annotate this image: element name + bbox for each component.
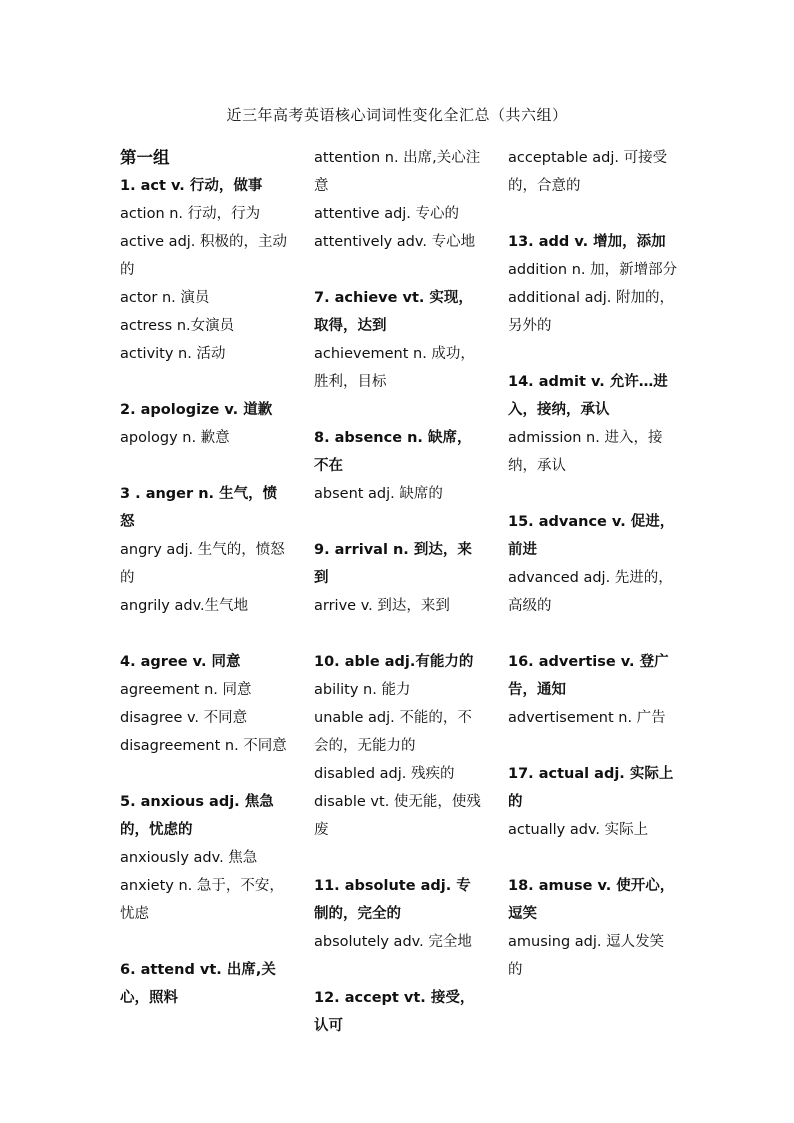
column-3 xyxy=(508,144,678,984)
entry-derivative: disabled adj. 残疾的 xyxy=(314,766,455,782)
entry-derivative: attention n. 出席,关心注意 xyxy=(314,150,481,194)
column-1 xyxy=(120,144,290,1012)
entry-derivative: advertisement n. 广告 xyxy=(508,710,666,726)
entry-derivative: angrily adv.生气地 xyxy=(120,598,249,614)
entry-headword: 11. absolute adj. 专制的，完全的 xyxy=(314,878,471,922)
entry-headword: 15. advance v. 促进，前进 xyxy=(508,514,675,558)
entry-derivative: action n. 行动，行为 xyxy=(120,206,261,222)
entry-derivative: apology n. 歉意 xyxy=(120,430,230,446)
entry-derivative: disagreement n. 不同意 xyxy=(120,738,287,754)
spacer xyxy=(508,844,678,872)
group-heading: 第一组 xyxy=(120,148,170,167)
entry-headword: 16. advertise v. 登广告，通知 xyxy=(508,654,669,698)
entry-headword: 4. agree v. 同意 xyxy=(120,654,241,670)
entry-derivative: advanced adj. 先进的，高级的 xyxy=(508,570,673,614)
spacer xyxy=(508,732,678,760)
spacer xyxy=(508,200,678,228)
spacer xyxy=(314,956,484,984)
entry-headword: 7. achieve vt. 实现，取得，达到 xyxy=(314,290,473,334)
entry-derivative: actually adv. 实际上 xyxy=(508,822,649,838)
entry-derivative: active adj. 积极的，主动的 xyxy=(120,234,288,278)
entry-derivative: additional adj. 附加的，另外的 xyxy=(508,290,674,334)
spacer xyxy=(120,928,290,956)
entry-derivative: absent adj. 缺席的 xyxy=(314,486,443,502)
entry-headword: 14. admit v. 允许…进入，接纳，承认 xyxy=(508,374,668,418)
spacer xyxy=(120,368,290,396)
column-2 xyxy=(314,144,484,1040)
entry-derivative: attentive adj. 专心的 xyxy=(314,206,460,222)
entry-headword: 18. amuse v. 使开心，逗笑 xyxy=(508,878,675,922)
spacer xyxy=(120,620,290,648)
entry-derivative: acceptable adj. 可接受的，合意的 xyxy=(508,150,668,194)
entry-headword: 17. actual adj. 实际上的 xyxy=(508,766,674,810)
spacer xyxy=(508,480,678,508)
entry-headword: 2. apologize v. 道歉 xyxy=(120,402,273,418)
entry-derivative: achievement n. 成功，胜利，目标 xyxy=(314,346,475,390)
entry-derivative: absolutely adv. 完全地 xyxy=(314,934,472,950)
entry-headword: 10. able adj.有能力的 xyxy=(314,654,474,670)
page-title: 近三年高考英语核心词词性变化全汇总（共六组） xyxy=(226,106,568,124)
spacer xyxy=(508,340,678,368)
spacer xyxy=(314,844,484,872)
spacer xyxy=(120,452,290,480)
entry-derivative: anxiously adv. 焦急 xyxy=(120,850,258,866)
spacer xyxy=(120,760,290,788)
entry-headword: 8. absence n. 缺席，不在 xyxy=(314,430,472,474)
spacer xyxy=(314,620,484,648)
spacer xyxy=(314,256,484,284)
entry-derivative: ability n. 能力 xyxy=(314,682,411,698)
entry-headword: 1. act v. 行动，做事 xyxy=(120,178,263,194)
entry-headword: 5. anxious adj. 焦急的，忧虑的 xyxy=(120,794,274,838)
entry-headword: 9. arrival n. 到达，来到 xyxy=(314,542,472,586)
entry-headword: 3 . anger n. 生气，愤怒 xyxy=(120,486,278,530)
entry-headword: 13. add v. 增加，添加 xyxy=(508,234,666,250)
entry-derivative: anxiety n. 急于，不安，忧虑 xyxy=(120,878,284,922)
entry-derivative: amusing adj. 逗人发笑的 xyxy=(508,934,665,978)
entry-derivative: agreement n. 同意 xyxy=(120,682,252,698)
spacer xyxy=(314,508,484,536)
entry-derivative: unable adj. 不能的，不会的，无能力的 xyxy=(314,710,472,754)
entry-derivative: disable vt. 使无能，使残废 xyxy=(314,794,481,838)
entry-headword: 12. accept vt. 接受，认可 xyxy=(314,990,475,1034)
entry-derivative: addition n. 加，新增部分 xyxy=(508,262,678,278)
entry-headword: 6. attend vt. 出席,关心，照料 xyxy=(120,962,276,1006)
entry-derivative: angry adj. 生气的，愤怒的 xyxy=(120,542,285,586)
entry-derivative: attentively adv. 专心地 xyxy=(314,234,476,250)
entry-derivative: activity n. 活动 xyxy=(120,346,226,362)
entry-derivative: disagree v. 不同意 xyxy=(120,710,248,726)
entry-derivative: actress n.女演员 xyxy=(120,318,235,334)
entry-derivative: actor n. 演员 xyxy=(120,290,210,306)
spacer xyxy=(314,396,484,424)
spacer xyxy=(508,620,678,648)
entry-derivative: arrive v. 到达，来到 xyxy=(314,598,450,614)
entry-derivative: admission n. 进入，接纳，承认 xyxy=(508,430,663,474)
